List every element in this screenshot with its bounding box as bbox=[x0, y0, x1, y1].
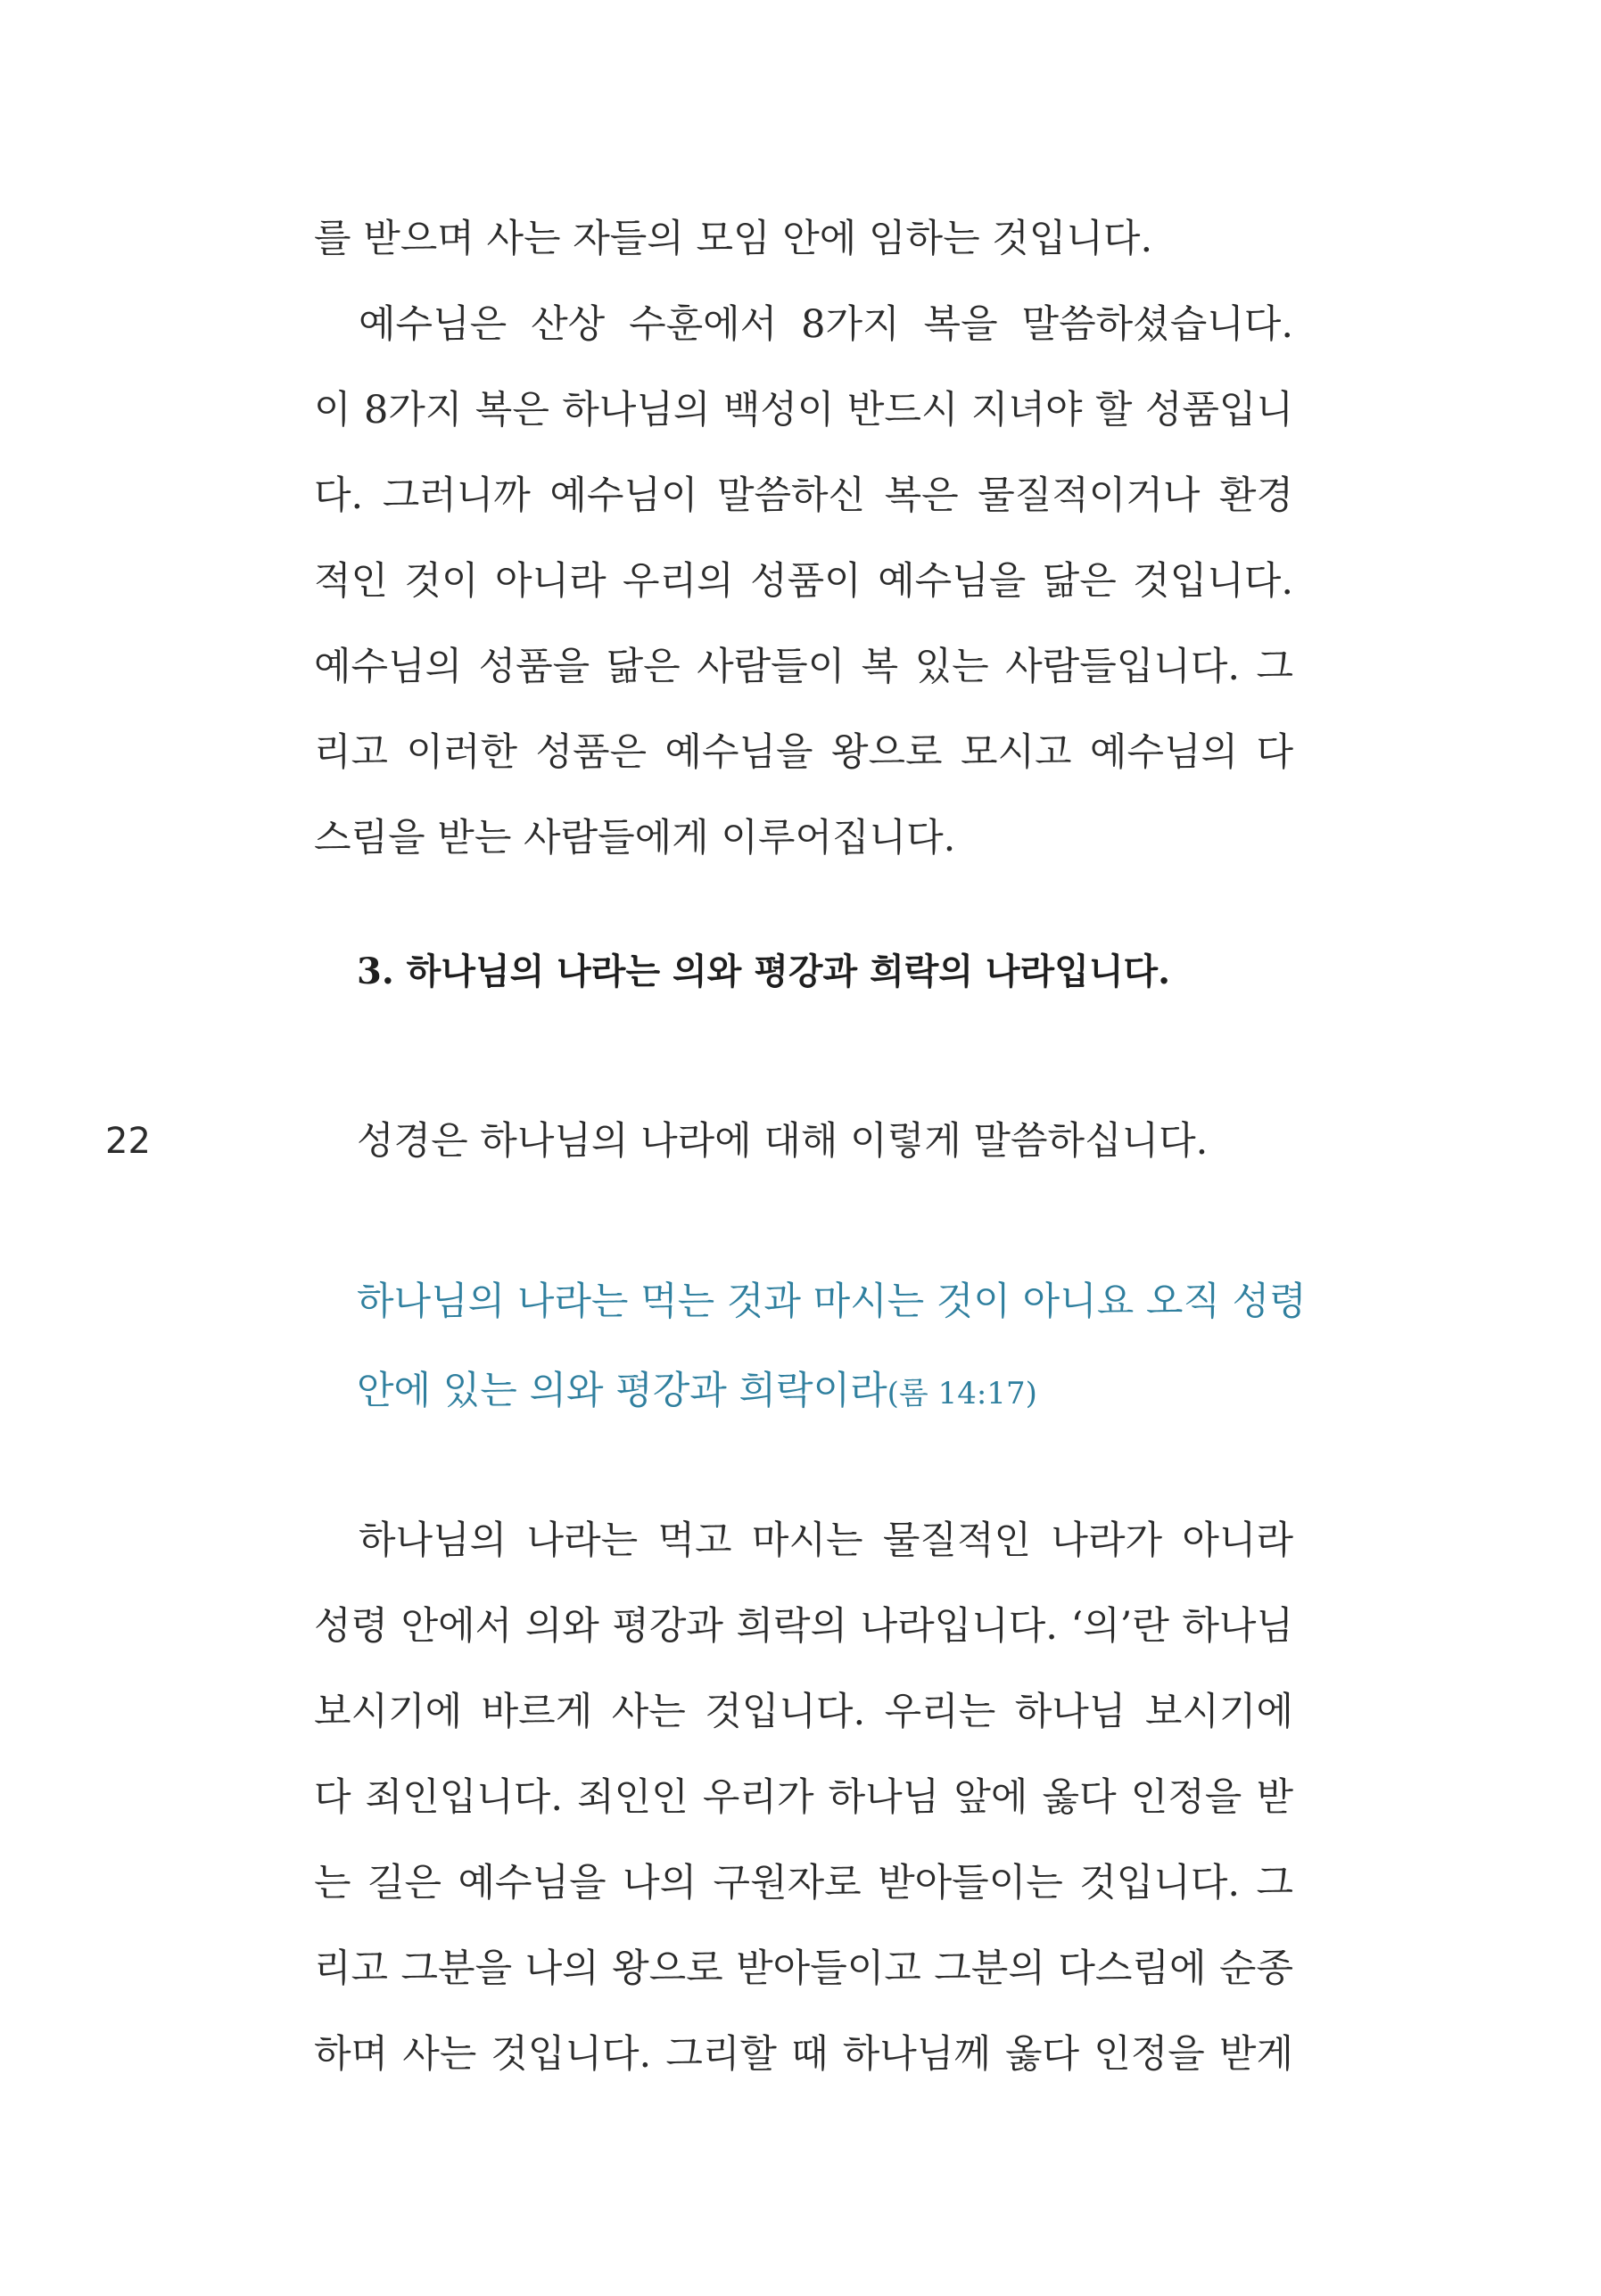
page-number: 22 bbox=[105, 1121, 151, 1162]
text-line: 이 8가지 복은 하나님의 백성이 반드시 지녀야 할 성품입니 bbox=[314, 388, 1293, 432]
paragraph-continued bbox=[314, 196, 1293, 282]
paragraph-righteousness bbox=[314, 1498, 1293, 2097]
text-line: 하며 사는 것입니다. 그리할 때 하나님께 옳다 인정을 받게 bbox=[314, 2032, 1293, 2077]
text-line: 예수님의 성품을 닮은 사람들이 복 있는 사람들입니다. 그 bbox=[314, 645, 1293, 689]
quote-text: 안에 있는 의와 평강과 희락이라 bbox=[357, 1369, 887, 1413]
text-line: 보시기에 바르게 사는 것입니다. 우리는 하나님 보시기에 bbox=[314, 1690, 1293, 1734]
paragraph-beatitudes bbox=[314, 282, 1293, 881]
text-line: 하나님의 나라는 먹고 마시는 물질적인 나라가 아니라 bbox=[359, 1518, 1293, 1563]
scripture-reference: (롬 14:17) bbox=[887, 1376, 1037, 1411]
text-line: 를 받으며 사는 자들의 모임 안에 임하는 것입니다. bbox=[314, 217, 1153, 261]
text-line: 스림을 받는 사람들에게 이루어집니다. bbox=[314, 816, 956, 860]
text-line: 예수님은 산상 수훈에서 8가지 복을 말씀하셨습니다. bbox=[359, 302, 1293, 347]
text-line: 적인 것이 아니라 우리의 성품이 예수님을 닮은 것입니다. bbox=[314, 559, 1293, 604]
text-line: 는 길은 예수님을 나의 구원자로 받아들이는 것입니다. 그 bbox=[314, 1861, 1293, 1905]
intro-sentence: 성경은 하나님의 나라에 대해 이렇게 말씀하십니다. bbox=[357, 1119, 1209, 1164]
quote-line bbox=[357, 1346, 1293, 1436]
text-line: 리고 그분을 나의 왕으로 받아들이고 그분의 다스림에 순종 bbox=[314, 1946, 1293, 1991]
quote-line: 하나님의 나라는 먹는 것과 마시는 것이 아니요 오직 성령 bbox=[357, 1280, 1307, 1324]
section-heading: 3. 하나님의 나라는 의와 평강과 희락의 나라입니다. bbox=[357, 950, 1171, 992]
text-line: 성령 안에서 의와 평강과 희락의 나라입니다. ‘의’란 하나님 bbox=[314, 1604, 1293, 1649]
text-line: 리고 이러한 성품은 예수님을 왕으로 모시고 예수님의 다 bbox=[314, 730, 1293, 775]
text-line: 다 죄인입니다. 죄인인 우리가 하나님 앞에 옳다 인정을 받 bbox=[314, 1775, 1293, 1820]
scripture-quote bbox=[357, 1257, 1307, 1436]
text-line: 다. 그러니까 예수님이 말씀하신 복은 물질적이거나 환경 bbox=[314, 473, 1293, 518]
